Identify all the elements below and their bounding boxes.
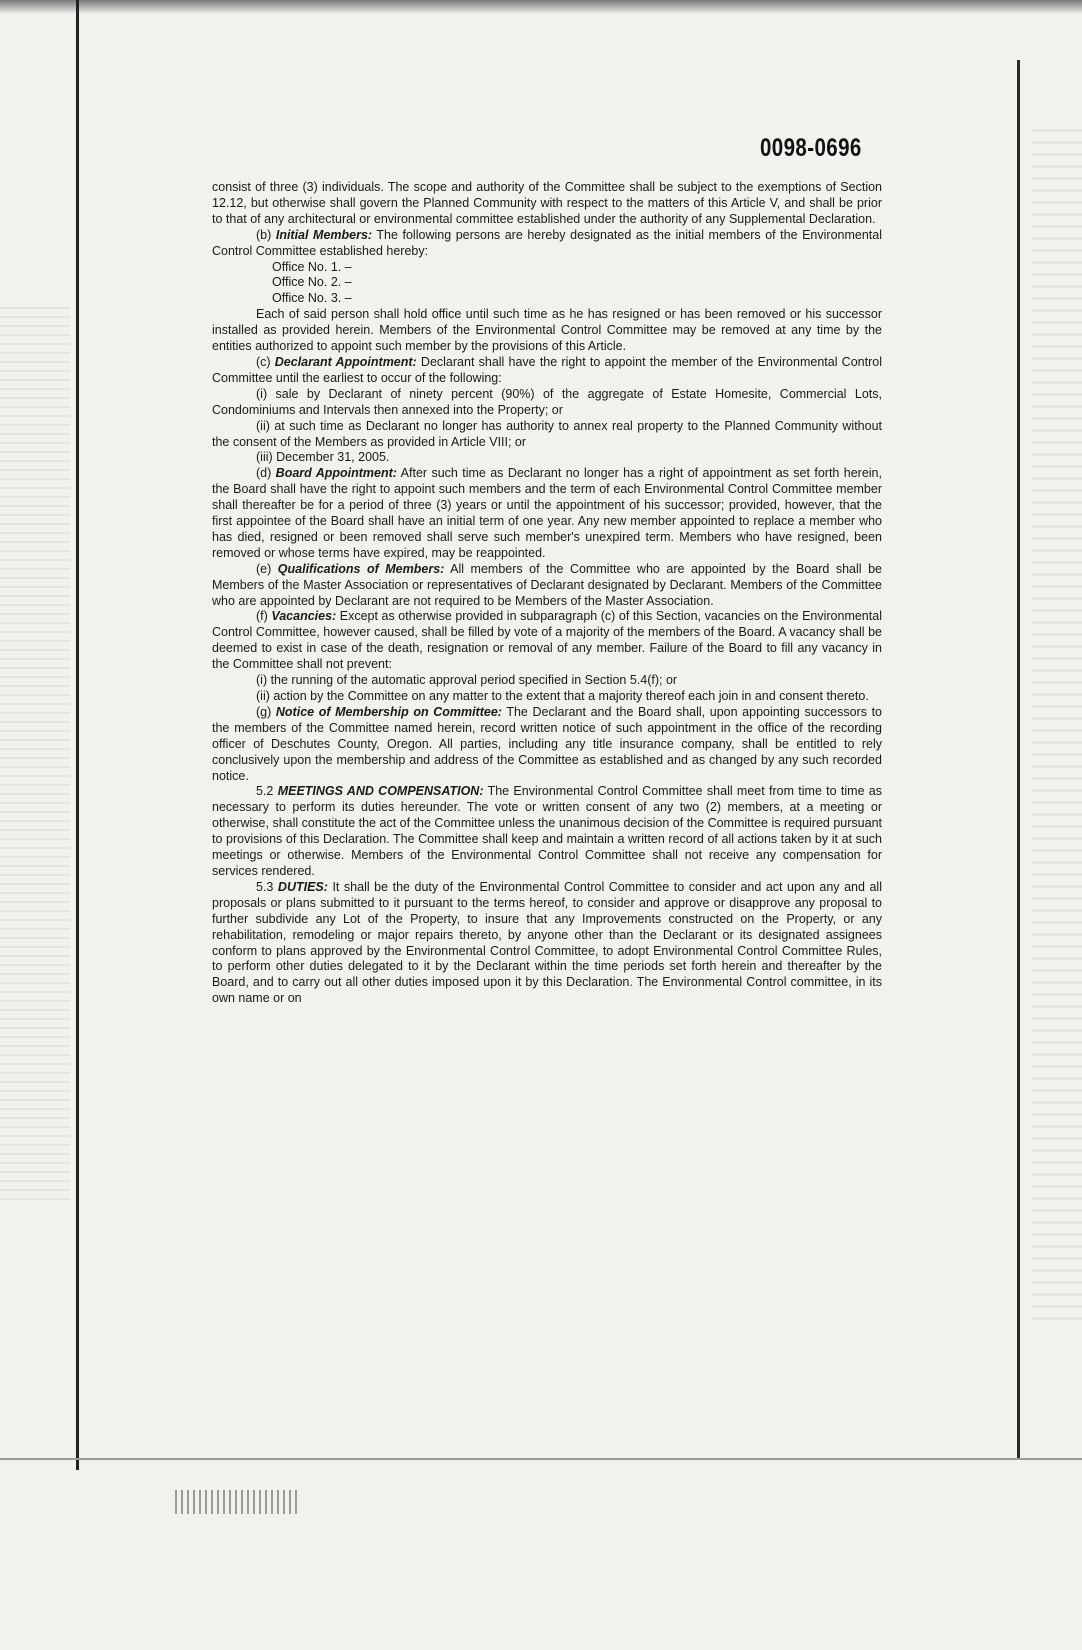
section-text: The Environmental Control Committee shall meet from time to time as necessary to perform its duties hereunder. The vote or written consent of any two (2) members, at a meeting or otherwise, shall constitute the act of the Committee unless the unanimous decision of the Committee is required pursuant to provisions of this Declaration. The Committee shall keep and maintain a written record of all actions taken by it at such meetings or otherwise. Members of the Environmental Control Committee shall not receive any compensation for services rendered. — [212, 784, 883, 878]
section-text: It shall be the duty of the Environmental Control Committee to consider and act upon any and all proposals or plans submitted to it pursuant to the terms hereof, to consider and approve or disapprove any proposal to further subdivide any Lot of the Property, to insure that any Improvements constructed on the Property, or any rehabilitation, remodeling or major repairs thereto, by anyone other than the Declarant or its designated assignees conform to plans approved by the Environmental Control Committee, to adopt Environmental Control Committee Rules, to perform other duties delegated to it by the Declarant within the time periods set forth herein and thereafter by the Board, and to carry out all other duties imposed upon it by this Declaration. The Environmental Control committee, in its own name or on — [212, 879, 882, 1006]
clause-title: Board Appointment: — [275, 466, 397, 481]
paragraph-initial-members — [212, 228, 882, 260]
paragraph-notice-of-membership — [212, 705, 882, 785]
clause-letter: (d) — [256, 466, 272, 481]
paragraph-declarant-appointment — [212, 355, 882, 387]
list-item-c-i: (i) sale by Declarant of ninety percent (90%) of the aggregate of Estate Homesite, Commercial Lots, Condominiums and Intervals then annexed into the Property; or — [212, 386, 882, 417]
clause-letter: (b) — [256, 227, 272, 242]
section-5-2-meetings — [212, 784, 882, 879]
document-body — [212, 180, 883, 1006]
list-item-c-iii: (iii) December 31, 2005. — [256, 450, 390, 465]
scan-top-shadow — [0, 0, 1082, 14]
scan-bottom-rule — [0, 1458, 1082, 1460]
scan-edge-right — [1017, 60, 1020, 1460]
clause-title: Qualifications of Members: — [277, 561, 445, 576]
clause-title: Declarant Appointment: — [274, 354, 417, 369]
scan-noise-left — [0, 300, 70, 1200]
paragraph-qualifications — [212, 562, 882, 610]
list-item-f-i: (i) the running of the automatic approval period specified in Section 5.4(f); or — [256, 673, 678, 688]
paragraph-board-appointment — [212, 466, 882, 561]
clause-title: Notice of Membership on Committee: — [275, 704, 502, 719]
clause-letter: (c) — [256, 354, 271, 369]
office-line-3: Office No. 3. – — [272, 291, 352, 306]
office-line-2: Office No. 2. – — [272, 275, 352, 290]
clause-text: After such time as Declarant no longer has a right of appointment as set forth herein, the Board shall have the right to appoint such members and the term of each Environmental Control Committee member shall thereafter be for a period of three (3) years or until the appointment of his successor; provided, however, that the first appointee of the Board shall have an initial term of one year. Any new member appointed to replace a member who has died, resigned or been removed shall serve such member's unexpired term. Members who have resigned, been removed or whose terms have expired, may be reappointed. — [212, 466, 882, 560]
paragraph-each-member: Each of said person shall hold office until such time as he has resigned or has been removed or his successor installed as provided herein. Members of the Environmental Control Committee may be removed at any time by the entities authorized to appoint such member by the provisions of this Article. — [212, 307, 882, 354]
clause-letter: (e) — [256, 561, 272, 576]
clause-text: All members of the Committee who are appointed by the Board shall be Members of the Master Association or representatives of Declarant designated by Declarant. Members of the Committee who are appointed by Declarant are not required to be Members of the Master Association. — [212, 561, 882, 608]
section-5-3-duties — [212, 880, 882, 1007]
paragraph-vacancies — [212, 609, 882, 673]
clause-text: The following persons are hereby designated as the initial members of the Environmental Control Committee established hereby: — [212, 227, 882, 258]
section-number: 5.2 — [256, 784, 274, 799]
clause-letter: (f) — [256, 609, 268, 624]
document-number: 0098-0696 — [760, 134, 862, 162]
paragraph-intro: consist of three (3) individuals. The scope and authority of the Committee shall be subject to the exemptions of Section 12.12, but otherwise shall govern the Planned Community with respect to the matters of this Article V, and shall be prior to that of any architectural or environmental committee established under the authority of any Supplemental Declaration. — [212, 180, 882, 226]
section-number: 5.3 — [256, 879, 274, 894]
clause-title: Initial Members: — [275, 227, 373, 242]
list-item-c-ii: (ii) at such time as Declarant no longer has authority to annex real property to the Planned Community without the consent of the Members as provided in Article VIII; or — [212, 418, 882, 449]
clause-text: The Declarant and the Board shall, upon appointing successors to the members of the Committee named herein, record written notice of such appointment in the office of the recording officer of Deschutes County, Oregon. All parties, including any title insurance company, shall be entitled to rely conclusively upon the membership and address of the Committee as established and as changed by any such recorded notice. — [212, 704, 882, 783]
scan-noise-right — [1032, 120, 1082, 1320]
scan-smudge — [175, 1490, 300, 1514]
list-item-f-ii: (ii) action by the Committee on any matter to the extent that a majority thereof each join in and consent thereto. — [256, 689, 869, 703]
section-title: DUTIES: — [277, 879, 328, 894]
office-line-1: Office No. 1. – — [272, 259, 352, 274]
scan-edge-left — [76, 0, 79, 1470]
clause-text: Except as otherwise provided in subparagraph (c) of this Section, vacancies on the Environmental Control Committee, however caused, shall be filled by vote of a majority of the members of the Board. A vacancy shall be deemed to exist in case of the death, resignation or removal of any member. Failure of the Board to fill any vacancy in the Committee shall not prevent: — [212, 609, 882, 672]
clause-title: Vacancies: — [271, 609, 337, 624]
clause-letter: (g) — [256, 704, 272, 719]
clause-text: Declarant shall have the right to appoint the member of the Environmental Control Committee until the earliest to occur of the following: — [212, 354, 882, 385]
section-title: MEETINGS AND COMPENSATION: — [277, 784, 484, 799]
